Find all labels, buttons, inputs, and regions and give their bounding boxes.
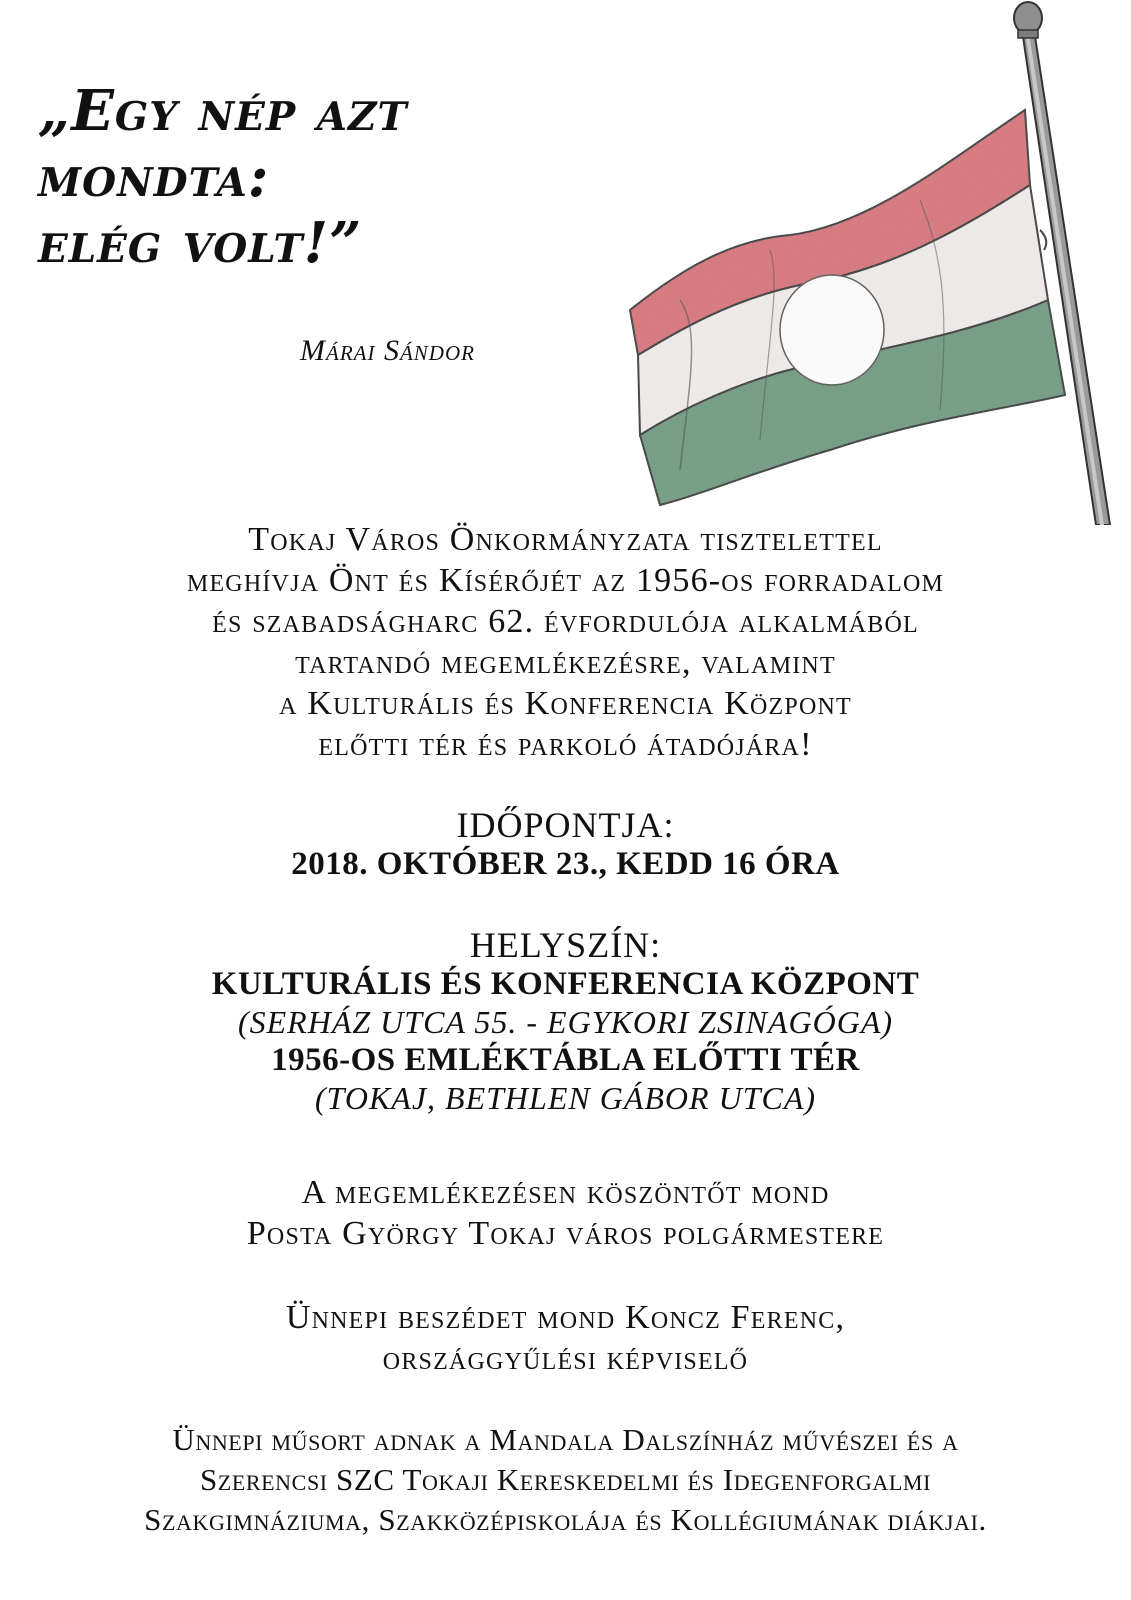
flag-cloth [630, 110, 1065, 505]
hungarian-flag-with-hole-icon [620, 0, 1131, 525]
quote-line: elég volt!” [38, 210, 363, 276]
invitation-line: előtti tér és parkoló átadójára! [318, 726, 813, 763]
invitation-line: tartandó megemlékezésre, valamint [295, 644, 836, 681]
program-line: Szakgimnáziuma, Szakközépiskolája és Kollégiumának diákjai. [144, 1502, 987, 1537]
invitation-line: és szabadságharc 62. évfordulója alkalmából [212, 603, 919, 640]
invitation-line: Tokaj Város Önkormányzata tisztelettel [248, 521, 883, 558]
quote-line: „Egy nép azt [38, 78, 408, 144]
quote-line: mondta: [38, 144, 270, 210]
invitation-line: meghívja Önt és Kísérőjét az 1956-os forradalom [186, 562, 945, 599]
quote-author: Márai Sándor [300, 334, 475, 367]
venue-address-primary: (SERHÁZ UTCA 55. - EGYKORI ZSINAGÓGA) [237, 1004, 894, 1040]
speech-line: Ünnepi beszédet mond Koncz Ferenc, [285, 1299, 846, 1336]
venue-name-secondary: 1956-OS EMLÉKTÁBLA ELŐTTI TÉR [271, 1042, 860, 1078]
program-line: Ünnepi műsort adnak a Mandala Dalszínház művészei és a [172, 1422, 959, 1457]
greeting-line: Posta György Tokaj város polgármestere [246, 1215, 885, 1252]
time-label: IDŐPONTJA: [456, 805, 675, 845]
time-section [20, 805, 1111, 883]
quote [38, 78, 558, 276]
speech-line: országgyűlési képviselő [382, 1340, 749, 1377]
venue-address-secondary: (TOKAJ, BETHLEN GÁBOR UTCA) [314, 1080, 817, 1116]
program-line: Szerencsi SZC Tokaji Kereskedelmi és Idegenforgalmi [199, 1462, 932, 1497]
program-text [20, 1420, 1111, 1540]
time-value: 2018. OKTÓBER 23., KEDD 16 ÓRA [291, 846, 840, 882]
invitation-text [20, 519, 1111, 765]
greeting-line: A megemlékezésen köszöntőt mond [301, 1174, 830, 1211]
venue-label: HELYSZÍN: [469, 925, 662, 965]
venue-name-primary: KULTURÁLIS ÉS KONFERENCIA KÖZPONT [211, 966, 920, 1002]
speech-text [20, 1297, 1111, 1379]
greeting-text [20, 1172, 1111, 1254]
venue-section [20, 925, 1111, 1117]
flag-hole [780, 275, 884, 385]
invitation-line: a Kulturális és Konferencia Központ [279, 685, 852, 722]
